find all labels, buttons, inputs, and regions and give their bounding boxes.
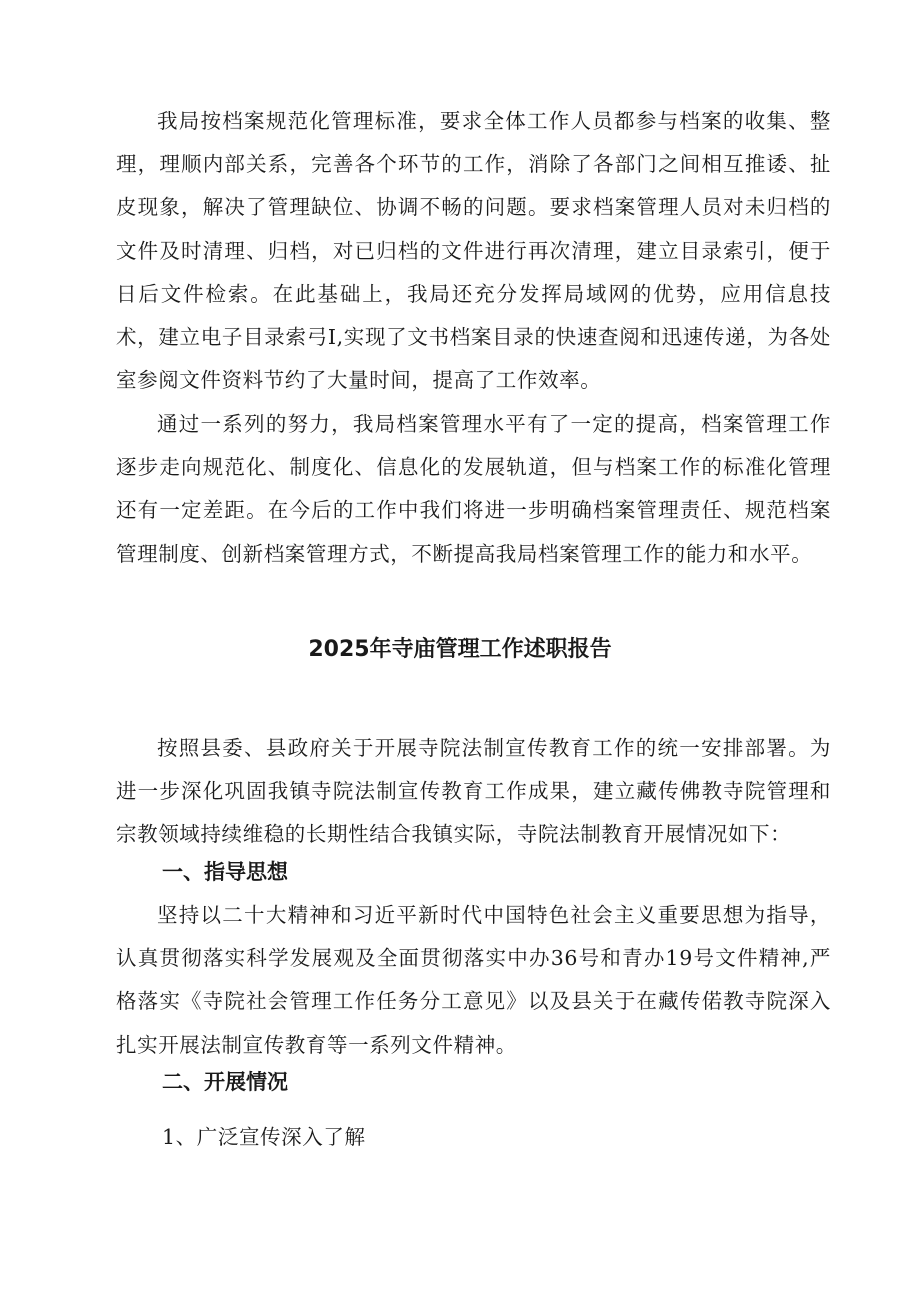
subsection-heading-publicity: 1、广泛宣传深入了解 [162, 1125, 366, 1149]
paragraph-guiding-thought: 坚持以二十大精神和习近平新时代中国特色社会主义重要思想为指导，认真贯彻落实科学发展观及全面贯彻落实中办36号和青办19号文件精神,严格落实《寺院社会管理工作任务分工意见》以及县关于在藏传偌教寺院深入扎实开展法制宣传教育等一系列文件精神。 [116, 903, 831, 1057]
paragraph-report-intro: 按照县委、县政府关于开展寺院法制宣传教育工作的统一安排部署。为进一步深化巩固我镇寺院法制宣传教育工作成果，建立藏传佛教寺院管理和宗教领域持续维稳的长期性结合我镇实际，寺院法制教育开展情况如下： [116, 736, 831, 847]
paragraph-archive-summary: 通过一系列的努力，我局档案管理水平有了一定的提高，档案管理工作逐步走向规范化、制度化、信息化的发展轨道，但与档案工作的标准化管理还有一定差距。在今后的工作中我们将进一步明确档案管理责任、规范档案管理制度、创新档案管理方式，不断提高我局档案管理工作的能力和水平。 [116, 412, 831, 566]
report-title: 2025年寺庙管理工作述职报告 [308, 637, 612, 662]
section-heading-progress: 二、开展情况 [162, 1070, 288, 1094]
paragraph-archive-management: 我局按档案规范化管理标准，要求全体工作人员都参与档案的收集、整理，理顺内部关系，完善各个环节的工作，消除了各部门之间相互推诿、扯皮现象，解决了管理缺位、协调不畅的问题。要求档案管理人员对未归档的文件及时清理、归档，对已归档的文件进行再次清理，建立目录索引，便于日后文件检索。在此基础上，我局还充分发挥局域网的优势，应用信息技术，建立电子目录索弓I,实现了文书档案目录的快速查阅和迅速传递，为各处室参阅文件资料节约了大量时间，提高了工作效率。 [116, 109, 831, 393]
section-heading-guiding-thought: 一、指导思想 [162, 860, 288, 884]
